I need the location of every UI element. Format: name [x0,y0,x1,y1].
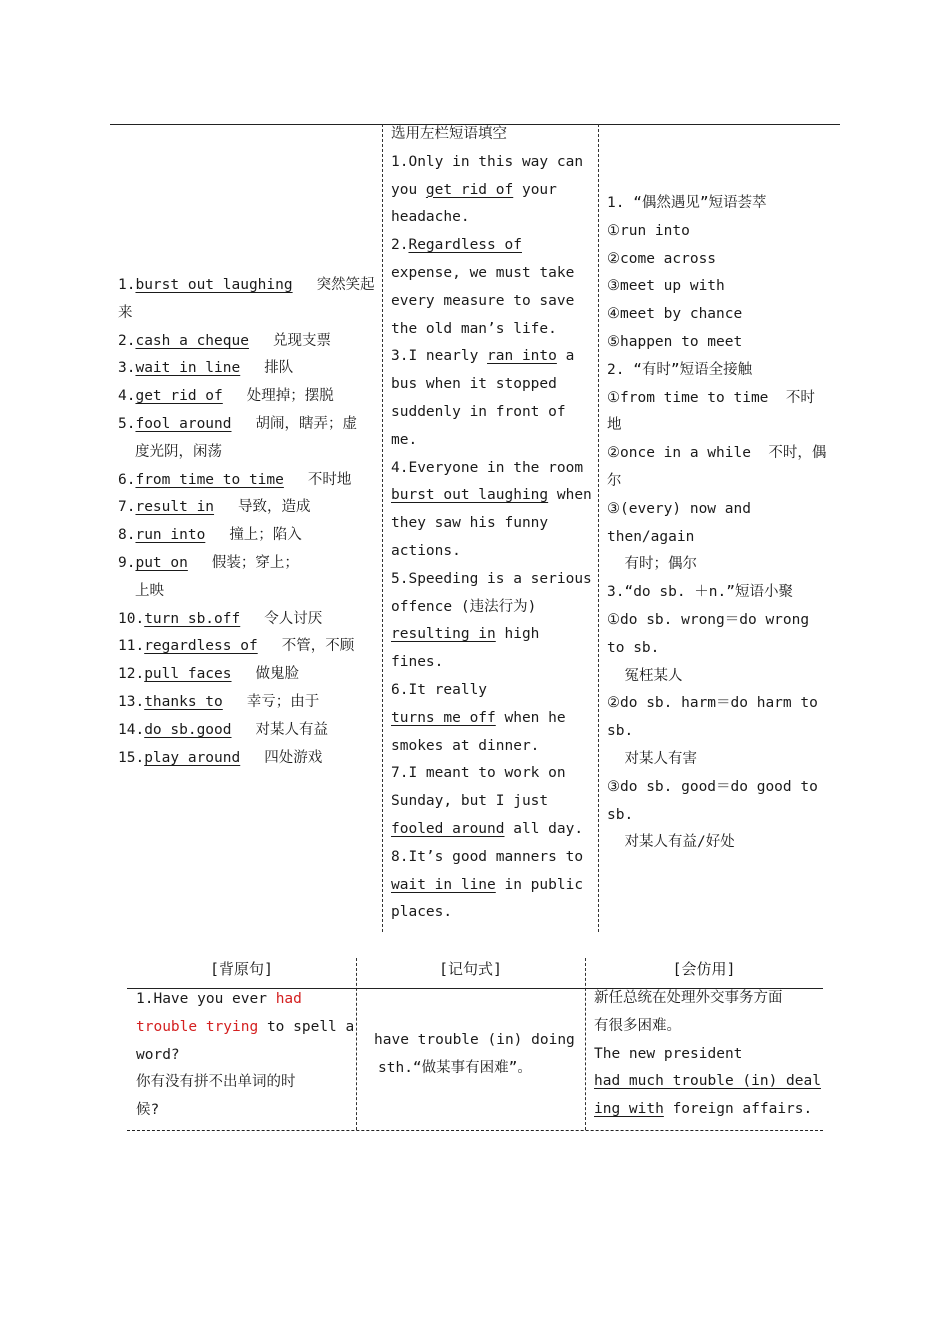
phrase-meaning: 撞上；陷入 [229,527,302,544]
translation-text: 候? [136,1102,160,1119]
phrase-meaning: 排队 [264,360,294,377]
translation-text: 新任总统在处理外交事务方面 [594,990,783,1006]
phrase-text: turn sb.off [144,610,241,627]
phrase-meaning-cont: 来 [118,304,133,321]
sentence-text: a [556,348,575,365]
phrase-meaning-cont: 度光阴，闲荡 [135,443,222,460]
sentence-text: 7.I meant to work on [391,765,566,782]
phrase-meaning: 幸亏；由于 [246,693,320,710]
phrase-item [118,606,376,634]
phrase-item [118,328,376,356]
phrase-text: put on [135,554,188,571]
phrase-number: 10. [118,610,145,627]
phrase-text: get rid of [135,388,223,405]
group-line: ③do sb. good＝do good to [607,778,818,795]
sentence-text: every measure to save [391,292,575,309]
sentence-text: foreign affairs. [663,1101,813,1118]
phrase-item [118,467,376,495]
column-divider-2 [598,124,599,932]
imitate-cell [594,985,823,1124]
sentence-text: suddenly in front of [391,403,566,420]
phrase-item [118,522,376,550]
sentence-text: word? [136,1046,180,1063]
phrase-text: pull faces [144,666,232,683]
phrase-item [118,661,376,689]
phrase-item [118,717,376,745]
group-line: then/again [607,528,695,545]
group-line: 2. “有时”短语全接触 [607,361,753,378]
pattern-text: have trouble (in) doing [374,1032,575,1048]
sentence-text: when he [495,709,566,726]
phrase-meaning: 对某人有益 [255,721,329,738]
answer-blank: ing with [594,1101,664,1118]
phrase-meaning: 做鬼脸 [255,666,300,683]
answer-blank: burst out laughing [391,487,549,504]
group-line: ①from time to time 不时 [607,389,815,406]
group-line: ②come across [607,250,717,267]
group-line: sb. [607,723,634,740]
phrase-text: burst out laughing [135,277,293,293]
highlight-text: trouble trying [136,1018,259,1035]
sentence-text: the old man’s life. [391,320,557,337]
table-header [127,950,823,988]
sentence-text: actions. [391,542,461,559]
group-line: ③meet up with [607,278,725,295]
sentence-text: all day. [504,820,584,837]
table-divider-1 [356,958,357,1130]
sentence-text: expense, we must take [391,264,575,281]
sentence-text: smokes at dinner. [391,737,540,754]
group-line: ①run into [607,222,690,239]
pattern-cell [374,1027,579,1083]
group-line: sb. [607,806,634,823]
sentence-text: high [495,626,540,643]
phrase-text: regardless of [144,638,258,655]
phrase-item [118,411,376,439]
answer-blank: turns me off [391,709,496,726]
phrase-number: 15. [118,749,145,766]
phrase-number: 2. [118,332,136,349]
sentence-text: 1.Only in this way can [391,153,584,170]
group-line: ⑤happen to meet [607,333,743,350]
phrase-item [118,383,376,411]
group-line: 地 [607,417,622,434]
sentence-text: headache. [391,209,470,226]
group-line: 3.“do sb. ＋n.”短语小聚 [607,584,793,601]
sentence-text: they saw his funny [391,515,549,532]
group-line: ①do sb. wrong＝do wrong [607,611,810,628]
column-divider-1 [382,124,383,932]
sentence-text: your [513,181,557,198]
phrase-groups [607,190,832,857]
phrase-meaning: 假装；穿上； [211,554,299,571]
phrase-meaning-cont: 上映 [135,582,164,599]
sentence-text: when [548,487,592,504]
phrase-item [118,633,376,661]
phrase-number: 3. [118,360,136,377]
sentence-text: 4.Everyone in the room [391,459,584,476]
sentence-text: 1.Have you ever [136,991,276,1007]
sentence-text: offence (违法行为) [391,598,537,615]
phrase-meaning: 胡闹，瞎弄；虚 [255,415,357,432]
sentence-text: Sunday, but I just [391,793,549,810]
sentence-text: you [391,181,426,198]
group-line: 1. “偶然遇见”短语荟萃 [607,195,767,211]
answer-blank: fooled around [391,820,505,837]
phrase-number: 6. [118,471,136,488]
sentence-text: 6.It really [391,681,488,698]
exercise-heading: 选用左栏短语填空 [391,126,507,142]
phrase-text: do sb.good [144,721,232,738]
phrase-number: 7. [118,499,136,516]
group-line: ④meet by chance [607,306,743,323]
group-line: to sb. [607,639,660,656]
group-line: 尔 [607,472,622,489]
phrase-item [118,355,376,383]
phrase-text: from time to time [135,471,284,488]
phrase-text: wait in line [135,360,241,377]
phrase-item [118,550,376,578]
phrase-number: 12. [118,666,145,683]
phrase-text: run into [135,527,206,544]
sentence-text: 2. [391,237,409,254]
phrase-number: 8. [118,527,136,544]
phrase-meaning: 处理掉；摆脱 [246,388,334,405]
translation-text: 有很多困难。 [594,1017,681,1034]
sentence-text: places. [391,904,453,921]
sentence-text: The new president [594,1045,743,1062]
phrase-text: play around [144,749,241,766]
phrase-number: 5. [118,415,136,432]
phrase-item [118,272,376,300]
phrase-meaning: 导致，造成 [238,499,311,516]
phrase-item [118,745,376,773]
phrase-number: 13. [118,693,145,710]
table-bottom-rule [127,1130,823,1131]
phrase-meaning: 兑现支票 [272,332,331,349]
phrase-text: cash a cheque [135,332,249,349]
answer-blank: ran into [487,348,557,365]
phrase-text: fool around [135,415,232,432]
phrase-number: 9. [118,554,136,571]
translation-text: 你有没有拼不出单词的时 [136,1074,296,1091]
phrase-item [118,689,376,717]
answer-blank: had much trouble (in) deal [594,1073,821,1090]
phrase-meaning: 不管，不顾 [281,638,355,655]
phrase-number: 4. [118,388,136,405]
answer-blank: resulting in [391,626,496,643]
group-line: 有时；偶尔 [607,556,697,573]
phrase-number: 11. [118,638,145,655]
sentence-text: 5.Speeding is a serious [391,570,592,587]
table-divider-2 [585,958,586,1130]
pattern-text: sth.“做某事有困难”。 [378,1059,532,1076]
sentence-text: in public [495,876,584,893]
phrase-number: 1. [118,277,136,293]
sentence-text: to spell a [258,1018,355,1035]
phrase-list [118,272,376,772]
sentence-text: me. [391,431,418,448]
sentence-text: fines. [391,654,444,671]
header-imitate: [会仿用] [672,960,736,978]
phrase-text: result in [135,499,215,516]
highlight-text: had [275,991,302,1007]
group-line: ②do sb. harm＝do harm to [607,695,818,712]
sentence-text: 8.It’s good manners to [391,848,584,865]
group-line: 对某人有益/好处 [607,834,735,851]
phrase-meaning: 四处游戏 [264,749,323,766]
recite-cell [136,986,355,1125]
group-line: ②once in a while 不时，偶 [607,445,827,462]
phrase-meaning: 不时地 [307,471,352,488]
group-line: 冤枉某人 [607,667,683,684]
answer-blank: Regardless of [408,237,522,254]
sentence-text: bus when it stopped [391,376,557,393]
exercise-column [391,121,591,927]
phrase-text: thanks to [144,693,223,710]
group-line: ③(every) now and [607,500,751,517]
sentence-text: 3.I nearly [391,348,488,365]
header-pattern: [记句式] [438,960,503,978]
answer-blank: wait in line [391,876,496,893]
phrase-meaning: 突然笑起 [316,277,375,293]
group-line: 对某人有害 [607,750,697,767]
phrase-item [118,494,376,522]
answer-blank: get rid of [425,181,514,198]
phrase-number: 14. [118,721,145,738]
phrase-meaning: 令人讨厌 [264,610,323,627]
header-recite: [背原句] [209,960,274,978]
